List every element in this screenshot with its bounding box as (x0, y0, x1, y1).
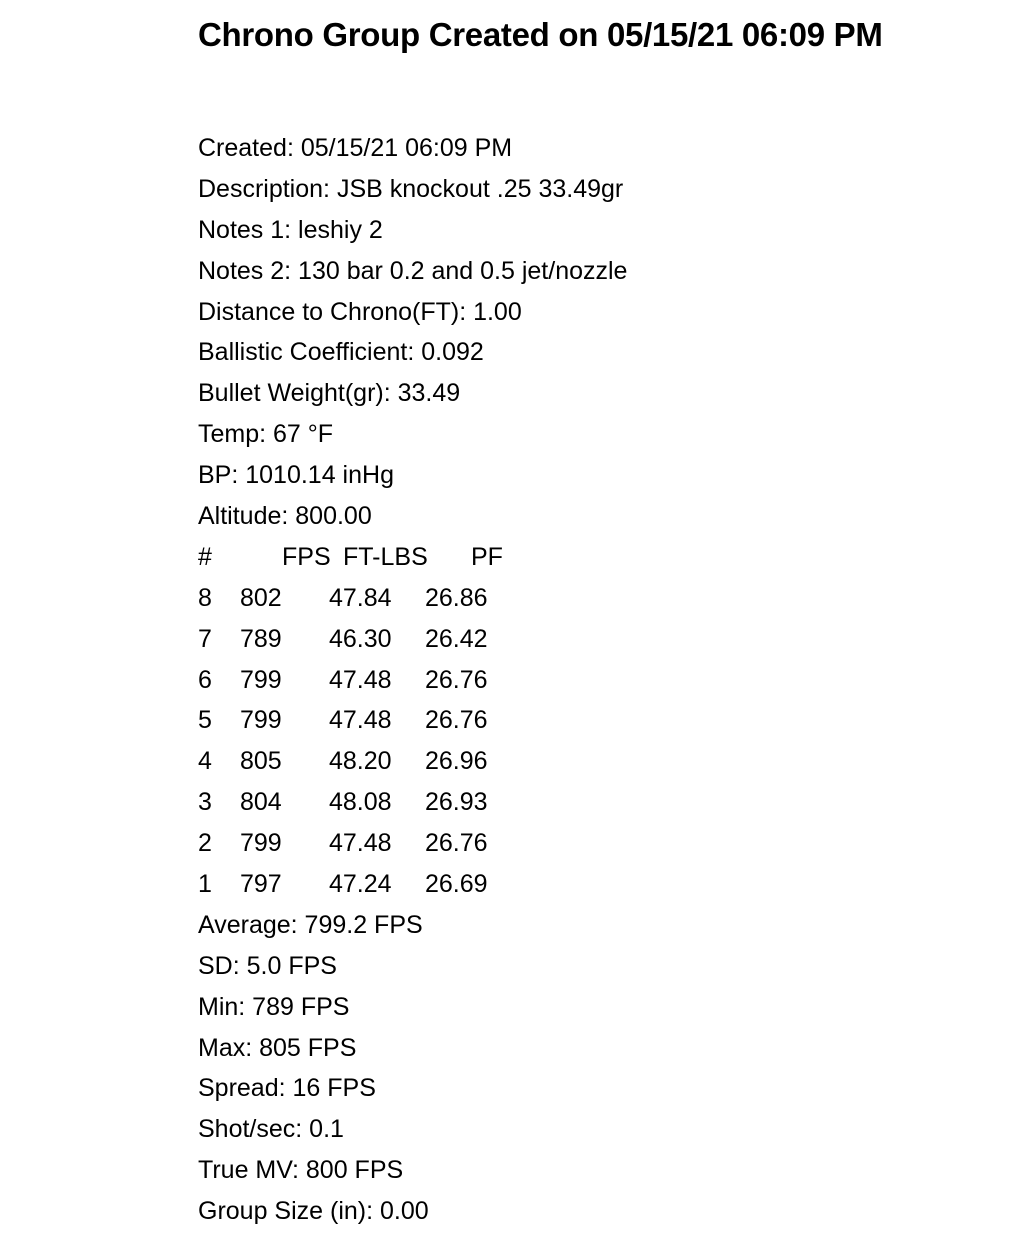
shot-fps: 799 (240, 706, 282, 735)
shot-number: 6 (198, 665, 212, 694)
shot-fps: 802 (240, 583, 282, 612)
created-line: Created: 05/15/21 06:09 PM (198, 134, 513, 162)
notes1-line: Notes 1: leshiy 2 (198, 215, 383, 244)
table-row (198, 660, 998, 701)
shot-pf: 26.76 (425, 665, 488, 694)
table-row (198, 782, 998, 823)
page-title: Chrono Group Created on 05/15/21 06:09 PM (198, 16, 883, 53)
shot-pf: 26.69 (425, 870, 488, 899)
table-row (198, 741, 998, 782)
shot-number: 2 (198, 829, 212, 858)
shot-ft-lbs: 47.84 (329, 583, 392, 612)
spread-line: Spread: 16 FPS (198, 1074, 376, 1103)
shot-fps: 799 (240, 665, 282, 694)
header-shot-number: # (198, 542, 212, 571)
shot-ft-lbs: 47.48 (329, 829, 392, 858)
group-size-line: Group Size (in): 0.00 (198, 1197, 429, 1226)
shot-number: 4 (198, 747, 212, 776)
header-fps: FPS (282, 542, 331, 571)
table-row (198, 864, 998, 905)
shot-ft-lbs: 48.20 (329, 747, 392, 776)
altitude-line: Altitude: 800.00 (198, 502, 372, 531)
ballistic-coefficient-line: Ballistic Coefficient: 0.092 (198, 338, 484, 367)
table-row (198, 578, 998, 619)
true-mv-line: True MV: 800 FPS (198, 1156, 404, 1185)
shot-ft-lbs: 46.30 (329, 624, 392, 653)
temperature-line: Temp: 67 °F (198, 420, 334, 449)
shot-pf: 26.76 (425, 829, 488, 858)
shot-number: 7 (198, 624, 212, 653)
max-line: Max: 805 FPS (198, 1033, 357, 1062)
shot-number: 8 (198, 583, 212, 612)
description-line: Description: JSB knockout .25 33.49gr (198, 174, 624, 203)
barometric-pressure-line: BP: 1010.14 inHg (198, 461, 394, 490)
notes2-line: Notes 2: 130 bar 0.2 and 0.5 jet/nozzle (198, 256, 628, 285)
shot-pf: 26.86 (425, 583, 488, 612)
header-pf: PF (471, 542, 503, 571)
shot-ft-lbs: 47.48 (329, 706, 392, 735)
shot-ft-lbs: 47.48 (329, 665, 392, 694)
shot-number: 5 (198, 706, 212, 735)
shot-fps: 805 (240, 747, 282, 776)
table-row (198, 700, 998, 741)
distance-line: Distance to Chrono(FT): 1.00 (198, 297, 522, 326)
shot-number: 3 (198, 788, 212, 817)
table-row (198, 619, 998, 660)
shot-fps: 789 (240, 624, 282, 653)
shot-fps: 804 (240, 788, 282, 817)
standard-deviation-line: SD: 5.0 FPS (198, 951, 337, 980)
shot-table-header (198, 537, 998, 578)
average-line: Average: 799.2 FPS (198, 910, 423, 939)
shot-fps: 797 (240, 870, 282, 899)
shot-fps: 799 (240, 829, 282, 858)
min-line: Min: 789 FPS (198, 992, 350, 1021)
shot-pf: 26.76 (425, 706, 488, 735)
shot-ft-lbs: 48.08 (329, 788, 392, 817)
shot-ft-lbs: 47.24 (329, 870, 392, 899)
bullet-weight-line: Bullet Weight(gr): 33.49 (198, 379, 461, 408)
shot-pf: 26.93 (425, 788, 488, 817)
report-body (198, 128, 998, 1232)
header-ft-lbs: FT-LBS (343, 542, 428, 571)
table-row (198, 823, 998, 864)
shot-number: 1 (198, 870, 212, 899)
shot-rate-line: Shot/sec: 0.1 (198, 1115, 344, 1144)
shot-pf: 26.96 (425, 747, 488, 776)
shot-pf: 26.42 (425, 624, 488, 653)
